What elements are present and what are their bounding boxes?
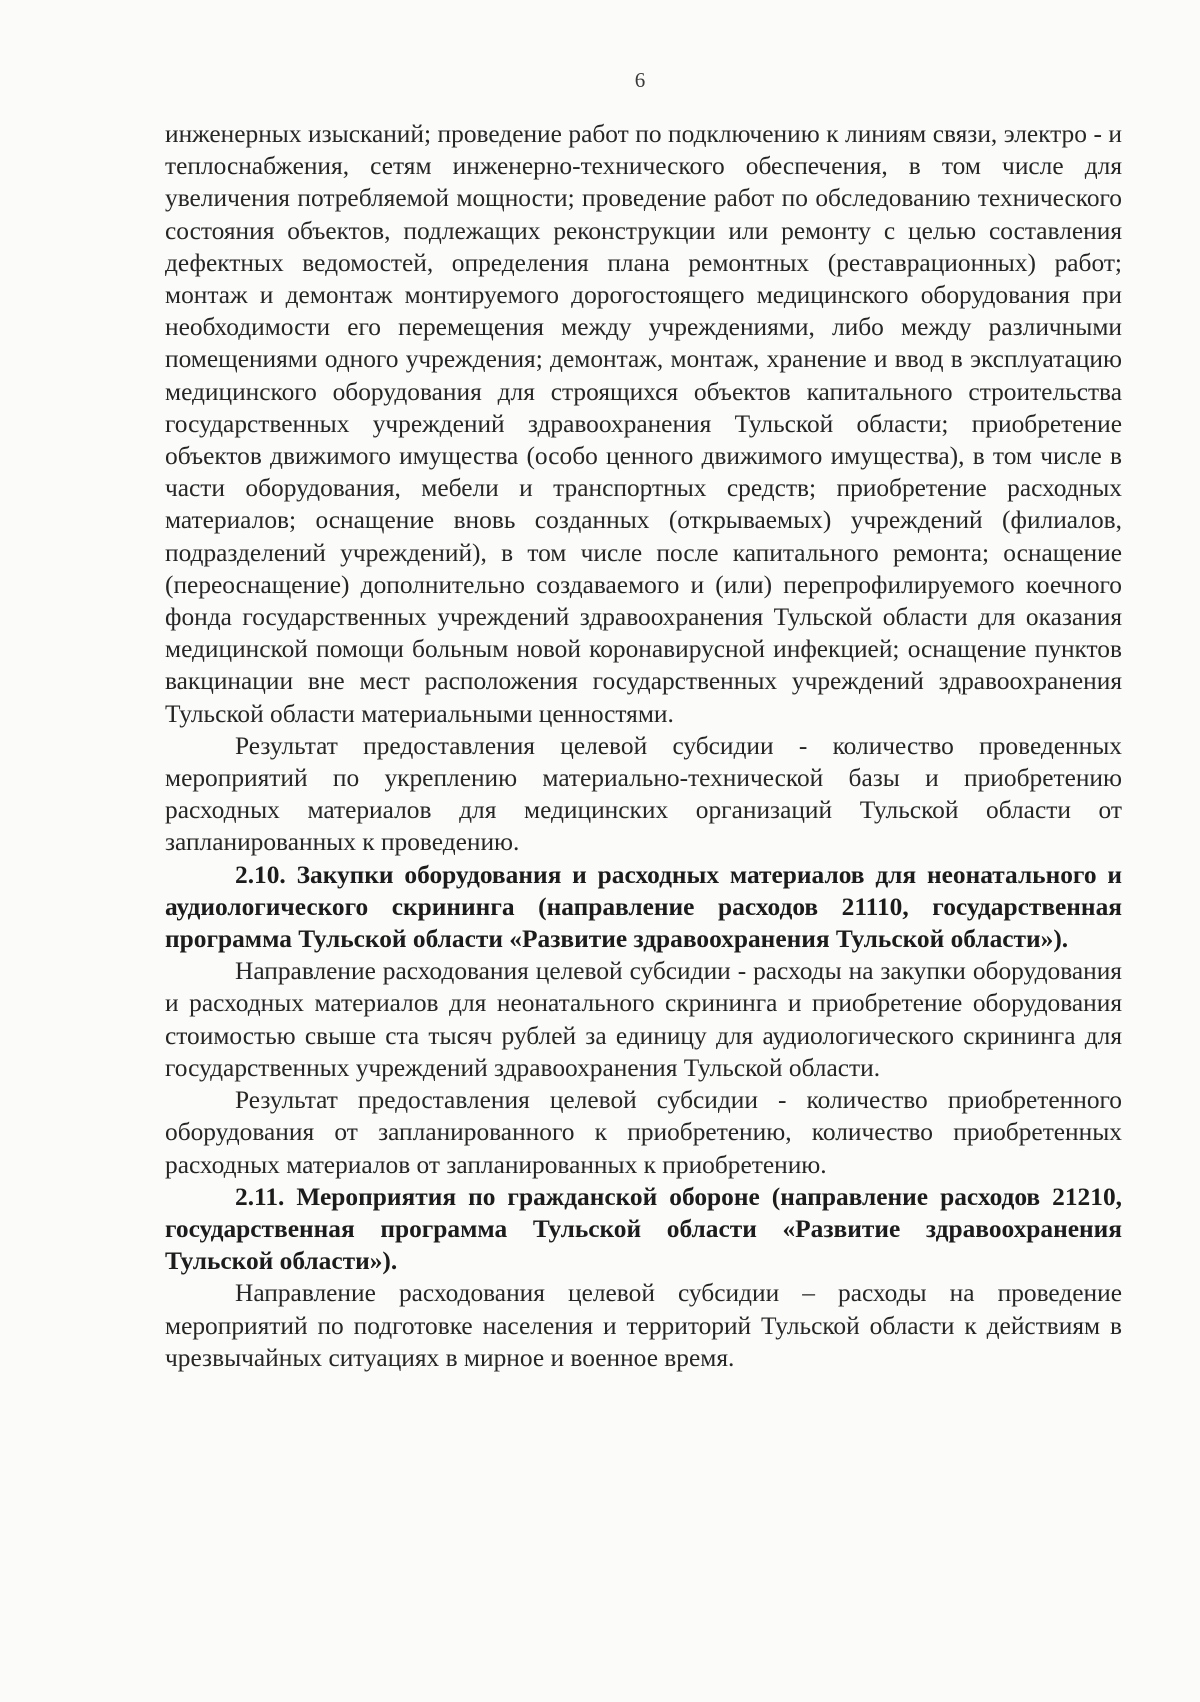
document-body — [165, 118, 1122, 1374]
section-heading-2-11: 2.11. Мероприятия по гражданской обороне (направление расходов 21210, государственная программа Тульской области «Развитие здравоохранения Тульской области»). — [165, 1182, 1122, 1276]
paragraph-result-2-9: Результат предоставления целевой субсидии - количество проведенных мероприятий по укреплению материально-технической базы и приобретению расходных материалов для медицинских организаций Тульской области от запланированных к проведению. — [165, 731, 1122, 857]
section-heading-2-10: 2.10. Закупки оборудования и расходных материалов для неонатального и аудиологического скрининга (направление расходов 21110, государственная программа Тульской области «Развитие здравоохранения Тульской области»). — [165, 860, 1122, 954]
paragraph-direction-2-10: Направление расходования целевой субсидии - расходы на закупки оборудования и расходных материалов для неонатального скрининга и приобретение оборудования стоимостью свыше ста тысяч рублей за единицу для аудиологического скрининга для государственных учреждений здравоохранения Тульской области. — [165, 957, 1122, 1082]
page-number: 6 — [634, 68, 646, 92]
paragraph-continuation: инженерных изысканий; проведение работ по подключению к линиям связи, электро - и теплоснабжения, сетям инженерно-технического обеспечения, в том числе для увеличения потребляемой мощности; проведение работ по обследованию технического состояния объектов, подлежащих реконструкции или ремонту с целью составления дефектных ведомостей, определения плана ремонтных (реставрационных) работ; монтаж и демонтаж монтируемого дорогостоящего медицинского оборудования при необходимости его перемещения между учреждениями, либо между различными помещениями одного учреждения; демонтаж, монтаж, хранение и ввод в эксплуатацию медицинского оборудования для строящихся объектов капитального строительства государственных учреждений здравоохранения Тульской области; приобретение объектов движимого имущества (особо ценного движимого имущества), в том числе в части оборудования, мебели и транспортных средств; приобретение расходных материалов; оснащение вновь созданных (открываемых) учреждений (филиалов, подразделений учреждений), в том числе после капитального ремонта; оснащение (переоснащение) дополнительно создаваемого и (или) перепрофилируемого коечного фонда государственных учреждений здравоохранения Тульской области для оказания медицинской помощи больным новой коронавирусной инфекцией; оснащение пунктов вакцинации вне мест расположения государственных учреждений здравоохранения Тульской области материальными ценностями. — [165, 120, 1122, 728]
paragraph-result-2-10: Результат предоставления целевой субсидии - количество приобретенного оборудования от запланированного к приобретению, количество приобретенных расходных материалов от запланированных к приобретению. — [165, 1086, 1122, 1179]
paragraph-direction-2-11: Направление расходования целевой субсидии – расходы на проведение мероприятий по подготовке населения и территорий Тульской области к действиям в чрезвычайных ситуациях в мирное и военное время. — [165, 1279, 1122, 1372]
